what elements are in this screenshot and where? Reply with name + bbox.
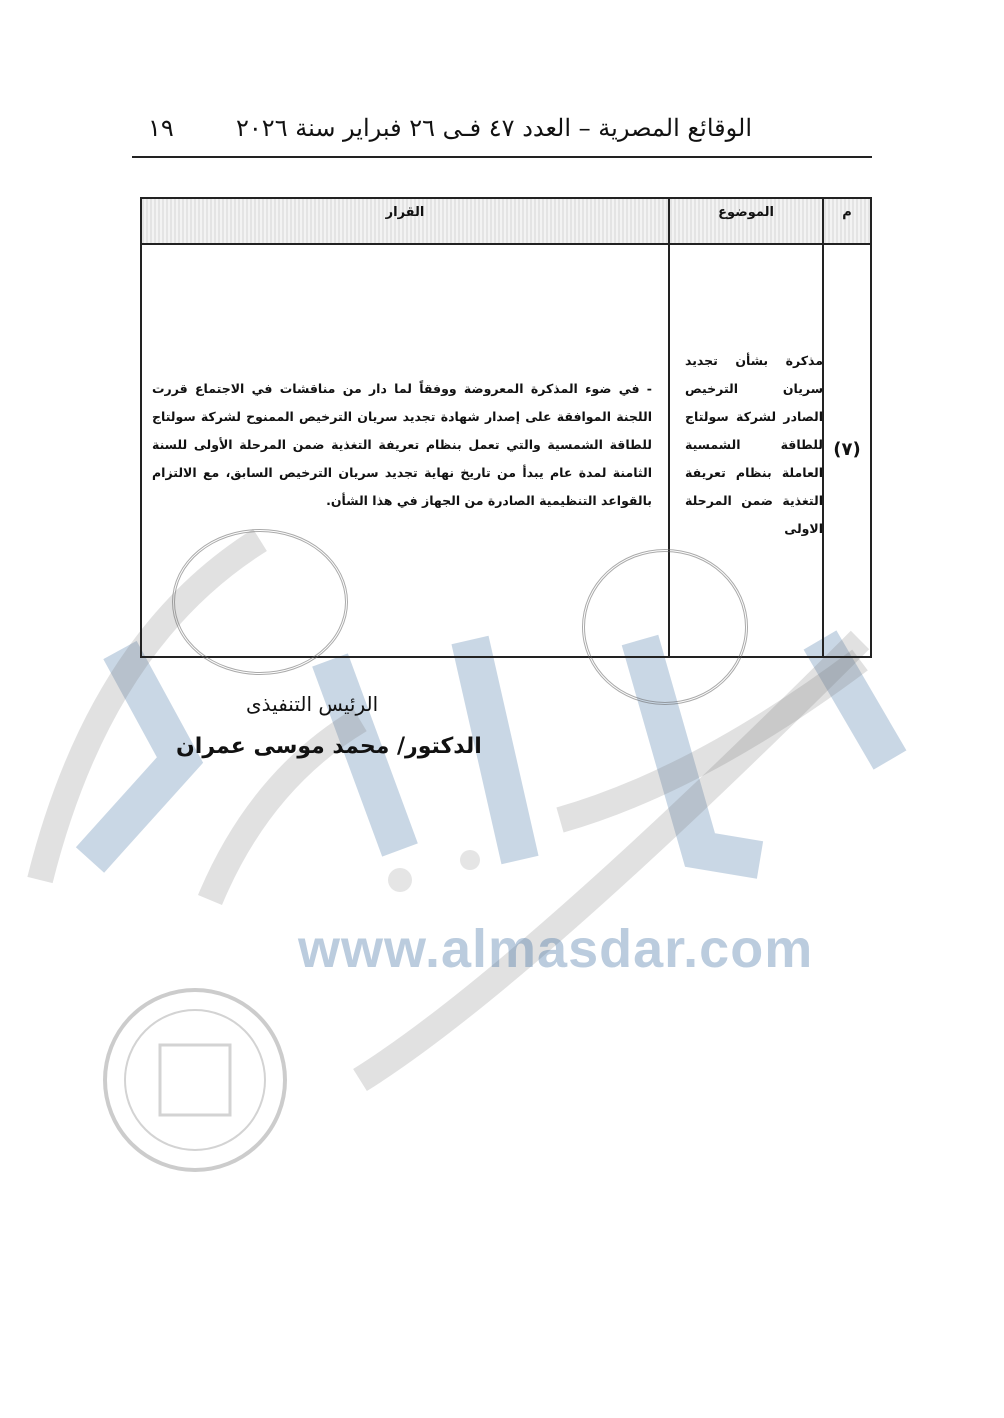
signatory-name: الدكتور/ محمد موسى عمران xyxy=(176,734,482,759)
watermark-url: www.almasdar.com xyxy=(298,919,814,979)
header-decision: القرار xyxy=(142,199,668,243)
table-row-decision: - في ضوء المذكرة المعروضة ووفقاً لما دار من مناقشات في الاجتماع قررت اللجنة الموافقة على إصدار شهادة تجديد سريان الترخيص الممنوح لشركة سولتاج للطاقة الشمسية والتي تعمل بنظام تعريفة التغذية ضمن المرحلة الأولى للسنة الثامنة لمدة عام يبدأ من تاريخ نهاية تجديد سريان الترخيص السابق، مع الالتزام بالقواعد التنظيمية الصادرة من الجهاز في هذا الشأن. xyxy=(152,381,652,508)
table-row-subject: مذكرة بشأن تجديد سريان الترخيص الصادر لشركة سولتاج للطاقة الشمسية العاملة بنظام تعريفة التغذية ضمن المرحلة الاولى xyxy=(685,353,823,536)
table-row-serial: (٧) xyxy=(833,439,861,460)
signatory-role: الرئيس التنفيذى xyxy=(246,692,379,716)
official-stamp xyxy=(172,529,348,675)
gazette-title: الوقائع المصرية – العدد ٤٧ فـى ٢٦ فبراير سنة ٢٠٢٦ xyxy=(236,114,752,142)
decisions-table xyxy=(140,197,872,658)
header-divider xyxy=(142,243,870,245)
page-number: ١٩ xyxy=(148,114,174,142)
page-header xyxy=(132,110,872,158)
header-subject: الموضوع xyxy=(670,199,822,243)
official-stamp xyxy=(582,549,748,705)
header-serial: م xyxy=(824,199,870,243)
